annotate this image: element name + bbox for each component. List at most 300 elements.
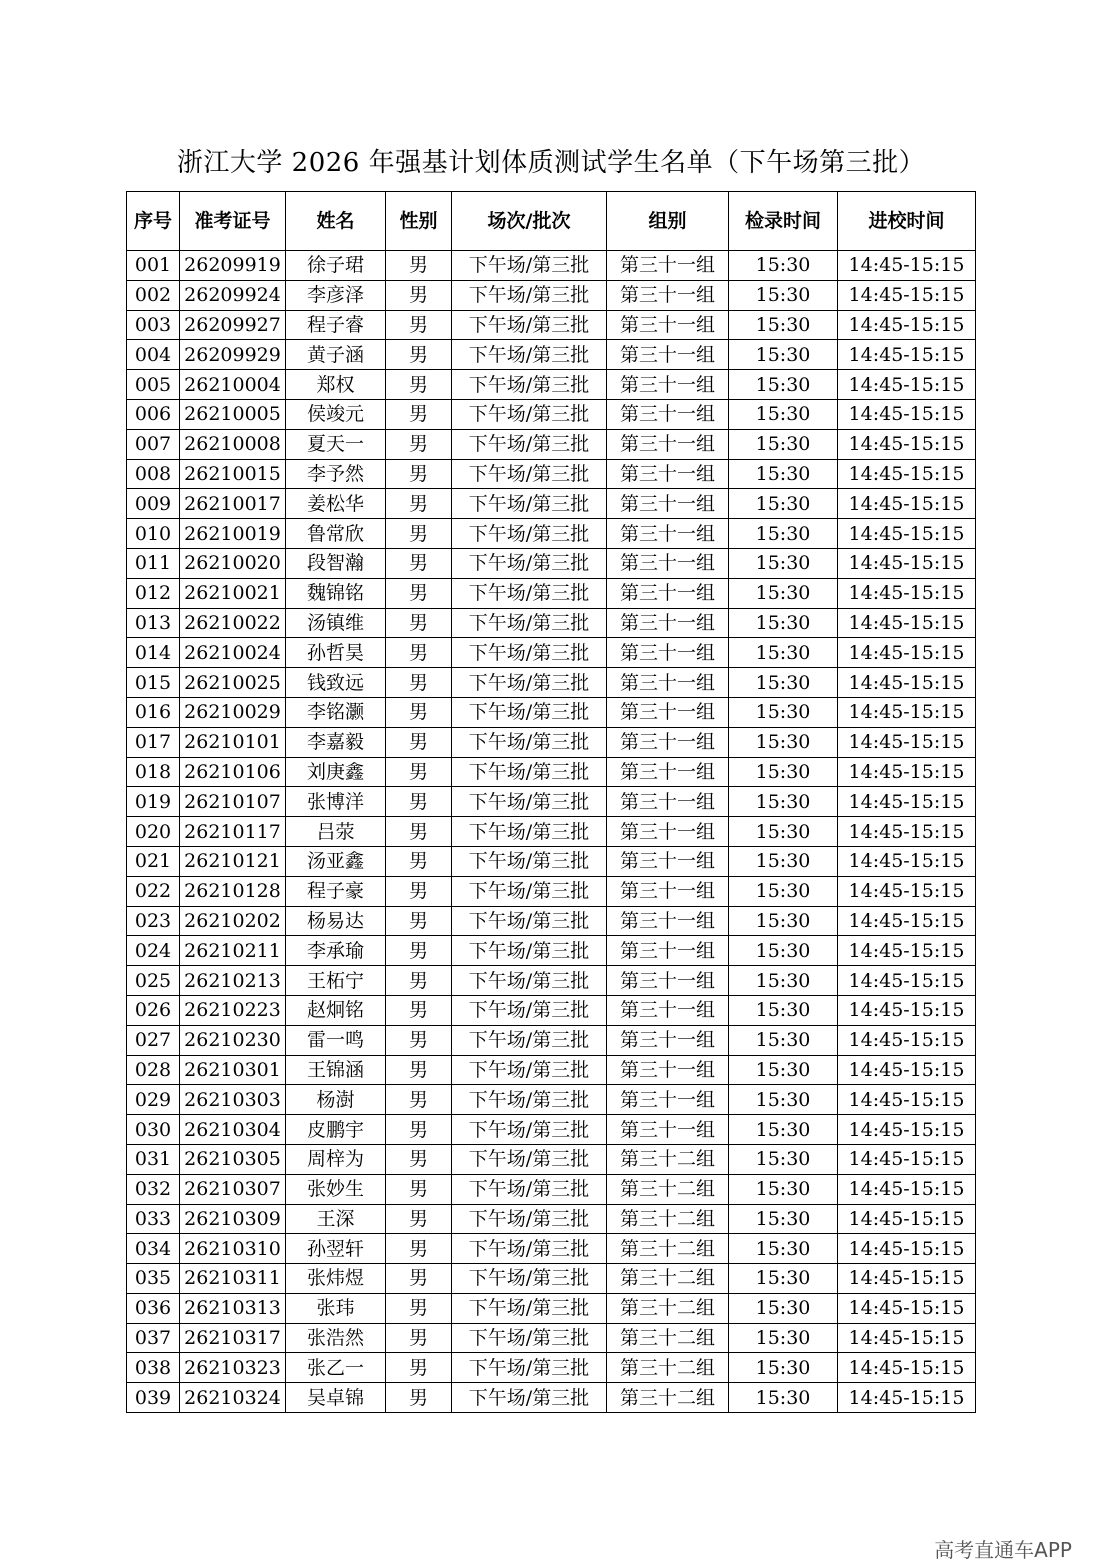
cell-gender: 男 bbox=[386, 399, 452, 429]
cell-session-batch: 下午场/第三批 bbox=[452, 936, 607, 966]
cell-ticket-number: 26209929 bbox=[180, 340, 286, 370]
cell-checkin-time: 15:30 bbox=[729, 578, 838, 608]
cell-name: 李承瑜 bbox=[286, 936, 386, 966]
cell-name: 周梓为 bbox=[286, 1144, 386, 1174]
cell-checkin-time: 15:30 bbox=[729, 1293, 838, 1323]
cell-group: 第三十二组 bbox=[607, 1174, 729, 1204]
cell-gender: 男 bbox=[386, 668, 452, 698]
cell-name: 汤镇维 bbox=[286, 608, 386, 638]
cell-name: 杨易达 bbox=[286, 906, 386, 936]
cell-entry-time: 14:45-15:15 bbox=[838, 936, 976, 966]
table-row bbox=[127, 638, 976, 668]
table-row bbox=[127, 1383, 976, 1413]
cell-group: 第三十一组 bbox=[607, 697, 729, 727]
cell-group: 第三十一组 bbox=[607, 1055, 729, 1085]
header-index: 序号 bbox=[127, 192, 180, 251]
cell-ticket-number: 26210230 bbox=[180, 1025, 286, 1055]
cell-name: 鲁常欣 bbox=[286, 519, 386, 549]
cell-entry-time: 14:45-15:15 bbox=[838, 966, 976, 996]
cell-entry-time: 14:45-15:15 bbox=[838, 727, 976, 757]
table-row bbox=[127, 906, 976, 936]
cell-index: 030 bbox=[127, 1115, 180, 1145]
cell-session-batch: 下午场/第三批 bbox=[452, 1323, 607, 1353]
cell-name: 徐子珺 bbox=[286, 251, 386, 281]
cell-gender: 男 bbox=[386, 340, 452, 370]
cell-index: 008 bbox=[127, 459, 180, 489]
table-row bbox=[127, 697, 976, 727]
cell-checkin-time: 15:30 bbox=[729, 638, 838, 668]
cell-index: 006 bbox=[127, 399, 180, 429]
cell-index: 032 bbox=[127, 1174, 180, 1204]
cell-group: 第三十二组 bbox=[607, 1383, 729, 1413]
cell-checkin-time: 15:30 bbox=[729, 1174, 838, 1204]
cell-group: 第三十一组 bbox=[607, 995, 729, 1025]
cell-gender: 男 bbox=[386, 519, 452, 549]
cell-entry-time: 14:45-15:15 bbox=[838, 340, 976, 370]
cell-entry-time: 14:45-15:15 bbox=[838, 817, 976, 847]
table-row bbox=[127, 399, 976, 429]
cell-gender: 男 bbox=[386, 489, 452, 519]
cell-session-batch: 下午场/第三批 bbox=[452, 638, 607, 668]
cell-name: 刘庚鑫 bbox=[286, 757, 386, 787]
cell-group: 第三十一组 bbox=[607, 519, 729, 549]
cell-entry-time: 14:45-15:15 bbox=[838, 429, 976, 459]
cell-index: 024 bbox=[127, 936, 180, 966]
cell-checkin-time: 15:30 bbox=[729, 1264, 838, 1294]
cell-entry-time: 14:45-15:15 bbox=[838, 608, 976, 638]
cell-name: 张浩然 bbox=[286, 1323, 386, 1353]
cell-name: 李嘉毅 bbox=[286, 727, 386, 757]
cell-session-batch: 下午场/第三批 bbox=[452, 519, 607, 549]
cell-name: 张博洋 bbox=[286, 787, 386, 817]
cell-name: 吕荥 bbox=[286, 817, 386, 847]
cell-checkin-time: 15:30 bbox=[729, 251, 838, 281]
cell-ticket-number: 26210311 bbox=[180, 1264, 286, 1294]
cell-gender: 男 bbox=[386, 1323, 452, 1353]
cell-group: 第三十二组 bbox=[607, 1144, 729, 1174]
cell-group: 第三十一组 bbox=[607, 399, 729, 429]
table-row bbox=[127, 1174, 976, 1204]
table-row bbox=[127, 578, 976, 608]
cell-entry-time: 14:45-15:15 bbox=[838, 280, 976, 310]
table-row bbox=[127, 251, 976, 281]
cell-session-batch: 下午场/第三批 bbox=[452, 1383, 607, 1413]
cell-session-batch: 下午场/第三批 bbox=[452, 1234, 607, 1264]
table-row bbox=[127, 1234, 976, 1264]
cell-checkin-time: 15:30 bbox=[729, 846, 838, 876]
table-row bbox=[127, 995, 976, 1025]
watermark: 高考直通车APP bbox=[934, 1538, 1072, 1562]
cell-index: 005 bbox=[127, 370, 180, 400]
cell-group: 第三十一组 bbox=[607, 876, 729, 906]
cell-index: 029 bbox=[127, 1085, 180, 1115]
cell-checkin-time: 15:30 bbox=[729, 906, 838, 936]
cell-name: 杨澍 bbox=[286, 1085, 386, 1115]
cell-entry-time: 14:45-15:15 bbox=[838, 1055, 976, 1085]
cell-index: 037 bbox=[127, 1323, 180, 1353]
cell-ticket-number: 26210025 bbox=[180, 668, 286, 698]
cell-session-batch: 下午场/第三批 bbox=[452, 1353, 607, 1383]
cell-name: 程子睿 bbox=[286, 310, 386, 340]
table-row bbox=[127, 757, 976, 787]
cell-name: 侯竣元 bbox=[286, 399, 386, 429]
cell-name: 赵炯铭 bbox=[286, 995, 386, 1025]
cell-ticket-number: 26210017 bbox=[180, 489, 286, 519]
cell-gender: 男 bbox=[386, 280, 452, 310]
cell-group: 第三十二组 bbox=[607, 1264, 729, 1294]
cell-group: 第三十二组 bbox=[607, 1323, 729, 1353]
table-header-row bbox=[127, 192, 976, 251]
cell-ticket-number: 26210015 bbox=[180, 459, 286, 489]
cell-entry-time: 14:45-15:15 bbox=[838, 251, 976, 281]
cell-gender: 男 bbox=[386, 638, 452, 668]
cell-gender: 男 bbox=[386, 1383, 452, 1413]
cell-gender: 男 bbox=[386, 727, 452, 757]
cell-name: 钱致远 bbox=[286, 668, 386, 698]
cell-name: 王柘宁 bbox=[286, 966, 386, 996]
cell-index: 002 bbox=[127, 280, 180, 310]
cell-ticket-number: 26210128 bbox=[180, 876, 286, 906]
header-name: 姓名 bbox=[286, 192, 386, 251]
cell-session-batch: 下午场/第三批 bbox=[452, 906, 607, 936]
cell-name: 姜松华 bbox=[286, 489, 386, 519]
cell-name: 李彦泽 bbox=[286, 280, 386, 310]
table-row bbox=[127, 668, 976, 698]
cell-group: 第三十一组 bbox=[607, 966, 729, 996]
cell-index: 001 bbox=[127, 251, 180, 281]
header-session-batch: 场次/批次 bbox=[452, 192, 607, 251]
cell-entry-time: 14:45-15:15 bbox=[838, 906, 976, 936]
cell-name: 郑权 bbox=[286, 370, 386, 400]
cell-name: 王锦涵 bbox=[286, 1055, 386, 1085]
cell-ticket-number: 26210121 bbox=[180, 846, 286, 876]
cell-ticket-number: 26210211 bbox=[180, 936, 286, 966]
cell-ticket-number: 26209924 bbox=[180, 280, 286, 310]
cell-name: 夏天一 bbox=[286, 429, 386, 459]
cell-checkin-time: 15:30 bbox=[729, 817, 838, 847]
cell-ticket-number: 26210307 bbox=[180, 1174, 286, 1204]
cell-index: 015 bbox=[127, 668, 180, 698]
page-title: 浙江大学 2026 年强基计划体质测试学生名单（下午场第三批） bbox=[176, 148, 926, 178]
cell-group: 第三十一组 bbox=[607, 817, 729, 847]
cell-index: 031 bbox=[127, 1144, 180, 1174]
cell-checkin-time: 15:30 bbox=[729, 757, 838, 787]
cell-entry-time: 14:45-15:15 bbox=[838, 1383, 976, 1413]
cell-checkin-time: 15:30 bbox=[729, 966, 838, 996]
cell-entry-time: 14:45-15:15 bbox=[838, 548, 976, 578]
table-row bbox=[127, 489, 976, 519]
cell-name: 王深 bbox=[286, 1204, 386, 1234]
cell-entry-time: 14:45-15:15 bbox=[838, 370, 976, 400]
cell-group: 第三十一组 bbox=[607, 638, 729, 668]
cell-index: 007 bbox=[127, 429, 180, 459]
cell-group: 第三十一组 bbox=[607, 1115, 729, 1145]
cell-name: 黄子涵 bbox=[286, 340, 386, 370]
cell-gender: 男 bbox=[386, 1174, 452, 1204]
cell-group: 第三十二组 bbox=[607, 1293, 729, 1323]
cell-checkin-time: 15:30 bbox=[729, 787, 838, 817]
cell-entry-time: 14:45-15:15 bbox=[838, 1115, 976, 1145]
cell-index: 035 bbox=[127, 1264, 180, 1294]
cell-entry-time: 14:45-15:15 bbox=[838, 578, 976, 608]
cell-checkin-time: 15:30 bbox=[729, 697, 838, 727]
cell-entry-time: 14:45-15:15 bbox=[838, 697, 976, 727]
cell-gender: 男 bbox=[386, 757, 452, 787]
cell-group: 第三十一组 bbox=[607, 757, 729, 787]
cell-name: 吴卓锦 bbox=[286, 1383, 386, 1413]
cell-ticket-number: 26210101 bbox=[180, 727, 286, 757]
cell-group: 第三十一组 bbox=[607, 429, 729, 459]
cell-session-batch: 下午场/第三批 bbox=[452, 1204, 607, 1234]
cell-entry-time: 14:45-15:15 bbox=[838, 310, 976, 340]
cell-gender: 男 bbox=[386, 876, 452, 906]
cell-index: 020 bbox=[127, 817, 180, 847]
cell-index: 009 bbox=[127, 489, 180, 519]
cell-ticket-number: 26210020 bbox=[180, 548, 286, 578]
cell-group: 第三十一组 bbox=[607, 370, 729, 400]
table-body bbox=[127, 251, 976, 1413]
cell-gender: 男 bbox=[386, 1144, 452, 1174]
cell-ticket-number: 26210024 bbox=[180, 638, 286, 668]
cell-checkin-time: 15:30 bbox=[729, 548, 838, 578]
cell-group: 第三十一组 bbox=[607, 280, 729, 310]
cell-entry-time: 14:45-15:15 bbox=[838, 1293, 976, 1323]
cell-ticket-number: 26210317 bbox=[180, 1323, 286, 1353]
cell-ticket-number: 26210021 bbox=[180, 578, 286, 608]
cell-session-batch: 下午场/第三批 bbox=[452, 370, 607, 400]
cell-group: 第三十一组 bbox=[607, 251, 729, 281]
cell-ticket-number: 26210223 bbox=[180, 995, 286, 1025]
student-roster-table bbox=[126, 191, 976, 1413]
table-row bbox=[127, 1115, 976, 1145]
cell-ticket-number: 26209927 bbox=[180, 310, 286, 340]
cell-gender: 男 bbox=[386, 906, 452, 936]
cell-session-batch: 下午场/第三批 bbox=[452, 966, 607, 996]
cell-entry-time: 14:45-15:15 bbox=[838, 1025, 976, 1055]
cell-index: 019 bbox=[127, 787, 180, 817]
cell-index: 004 bbox=[127, 340, 180, 370]
cell-entry-time: 14:45-15:15 bbox=[838, 638, 976, 668]
cell-session-batch: 下午场/第三批 bbox=[452, 251, 607, 281]
cell-ticket-number: 26210202 bbox=[180, 906, 286, 936]
cell-name: 张玮 bbox=[286, 1293, 386, 1323]
table-row bbox=[127, 1144, 976, 1174]
cell-gender: 男 bbox=[386, 846, 452, 876]
cell-checkin-time: 15:30 bbox=[729, 370, 838, 400]
cell-group: 第三十一组 bbox=[607, 727, 729, 757]
cell-entry-time: 14:45-15:15 bbox=[838, 757, 976, 787]
cell-checkin-time: 15:30 bbox=[729, 399, 838, 429]
cell-gender: 男 bbox=[386, 1264, 452, 1294]
cell-gender: 男 bbox=[386, 251, 452, 281]
cell-index: 018 bbox=[127, 757, 180, 787]
cell-entry-time: 14:45-15:15 bbox=[838, 668, 976, 698]
cell-session-batch: 下午场/第三批 bbox=[452, 727, 607, 757]
cell-gender: 男 bbox=[386, 310, 452, 340]
cell-gender: 男 bbox=[386, 1115, 452, 1145]
table-row bbox=[127, 1264, 976, 1294]
cell-name: 张炜煜 bbox=[286, 1264, 386, 1294]
cell-group: 第三十一组 bbox=[607, 1025, 729, 1055]
cell-index: 034 bbox=[127, 1234, 180, 1264]
cell-name: 孙哲昊 bbox=[286, 638, 386, 668]
cell-gender: 男 bbox=[386, 1293, 452, 1323]
cell-checkin-time: 15:30 bbox=[729, 459, 838, 489]
cell-ticket-number: 26210313 bbox=[180, 1293, 286, 1323]
cell-ticket-number: 26210323 bbox=[180, 1353, 286, 1383]
cell-gender: 男 bbox=[386, 370, 452, 400]
table-row bbox=[127, 1025, 976, 1055]
cell-session-batch: 下午场/第三批 bbox=[452, 787, 607, 817]
cell-name: 孙翌轩 bbox=[286, 1234, 386, 1264]
table-row bbox=[127, 370, 976, 400]
cell-group: 第三十一组 bbox=[607, 668, 729, 698]
cell-group: 第三十一组 bbox=[607, 936, 729, 966]
cell-index: 010 bbox=[127, 519, 180, 549]
cell-entry-time: 14:45-15:15 bbox=[838, 876, 976, 906]
cell-ticket-number: 26210117 bbox=[180, 817, 286, 847]
cell-entry-time: 14:45-15:15 bbox=[838, 1234, 976, 1264]
table-row bbox=[127, 787, 976, 817]
cell-entry-time: 14:45-15:15 bbox=[838, 787, 976, 817]
cell-ticket-number: 26210106 bbox=[180, 757, 286, 787]
cell-group: 第三十一组 bbox=[607, 310, 729, 340]
cell-checkin-time: 15:30 bbox=[729, 1353, 838, 1383]
cell-checkin-time: 15:30 bbox=[729, 340, 838, 370]
table-row bbox=[127, 1204, 976, 1234]
cell-session-batch: 下午场/第三批 bbox=[452, 340, 607, 370]
cell-index: 003 bbox=[127, 310, 180, 340]
cell-session-batch: 下午场/第三批 bbox=[452, 280, 607, 310]
table-row bbox=[127, 459, 976, 489]
cell-index: 017 bbox=[127, 727, 180, 757]
cell-index: 013 bbox=[127, 608, 180, 638]
cell-entry-time: 14:45-15:15 bbox=[838, 1174, 976, 1204]
cell-ticket-number: 26210324 bbox=[180, 1383, 286, 1413]
cell-checkin-time: 15:30 bbox=[729, 727, 838, 757]
cell-checkin-time: 15:30 bbox=[729, 429, 838, 459]
cell-gender: 男 bbox=[386, 817, 452, 847]
cell-session-batch: 下午场/第三批 bbox=[452, 429, 607, 459]
cell-gender: 男 bbox=[386, 1234, 452, 1264]
cell-name: 汤亚鑫 bbox=[286, 846, 386, 876]
cell-gender: 男 bbox=[386, 608, 452, 638]
cell-group: 第三十二组 bbox=[607, 1353, 729, 1383]
cell-session-batch: 下午场/第三批 bbox=[452, 489, 607, 519]
cell-index: 011 bbox=[127, 548, 180, 578]
cell-session-batch: 下午场/第三批 bbox=[452, 995, 607, 1025]
cell-gender: 男 bbox=[386, 787, 452, 817]
cell-group: 第三十二组 bbox=[607, 1234, 729, 1264]
cell-gender: 男 bbox=[386, 1055, 452, 1085]
cell-ticket-number: 26210029 bbox=[180, 697, 286, 727]
cell-index: 025 bbox=[127, 966, 180, 996]
cell-checkin-time: 15:30 bbox=[729, 1055, 838, 1085]
cell-group: 第三十一组 bbox=[607, 906, 729, 936]
table-row bbox=[127, 1323, 976, 1353]
cell-checkin-time: 15:30 bbox=[729, 876, 838, 906]
table-row bbox=[127, 1293, 976, 1323]
cell-ticket-number: 26210304 bbox=[180, 1115, 286, 1145]
cell-name: 李予然 bbox=[286, 459, 386, 489]
cell-session-batch: 下午场/第三批 bbox=[452, 1264, 607, 1294]
cell-group: 第三十一组 bbox=[607, 787, 729, 817]
header-ticket-number: 准考证号 bbox=[180, 192, 286, 251]
cell-checkin-time: 15:30 bbox=[729, 1115, 838, 1145]
cell-group: 第三十一组 bbox=[607, 340, 729, 370]
cell-entry-time: 14:45-15:15 bbox=[838, 519, 976, 549]
cell-entry-time: 14:45-15:15 bbox=[838, 846, 976, 876]
table-row bbox=[127, 429, 976, 459]
cell-session-batch: 下午场/第三批 bbox=[452, 817, 607, 847]
cell-entry-time: 14:45-15:15 bbox=[838, 995, 976, 1025]
cell-ticket-number: 26210305 bbox=[180, 1144, 286, 1174]
cell-name: 张妙生 bbox=[286, 1174, 386, 1204]
cell-index: 021 bbox=[127, 846, 180, 876]
cell-checkin-time: 15:30 bbox=[729, 608, 838, 638]
table-row bbox=[127, 936, 976, 966]
cell-index: 038 bbox=[127, 1353, 180, 1383]
cell-index: 023 bbox=[127, 906, 180, 936]
cell-index: 027 bbox=[127, 1025, 180, 1055]
cell-checkin-time: 15:30 bbox=[729, 1025, 838, 1055]
table-row bbox=[127, 846, 976, 876]
table-row bbox=[127, 1353, 976, 1383]
table-row bbox=[127, 608, 976, 638]
cell-session-batch: 下午场/第三批 bbox=[452, 578, 607, 608]
cell-group: 第三十一组 bbox=[607, 489, 729, 519]
cell-index: 016 bbox=[127, 697, 180, 727]
cell-name: 魏锦铭 bbox=[286, 578, 386, 608]
cell-ticket-number: 26210008 bbox=[180, 429, 286, 459]
cell-index: 014 bbox=[127, 638, 180, 668]
cell-checkin-time: 15:30 bbox=[729, 1144, 838, 1174]
cell-gender: 男 bbox=[386, 966, 452, 996]
cell-entry-time: 14:45-15:15 bbox=[838, 1264, 976, 1294]
cell-index: 033 bbox=[127, 1204, 180, 1234]
table-row bbox=[127, 1085, 976, 1115]
cell-gender: 男 bbox=[386, 578, 452, 608]
cell-session-batch: 下午场/第三批 bbox=[452, 1085, 607, 1115]
table-row bbox=[127, 310, 976, 340]
cell-gender: 男 bbox=[386, 1025, 452, 1055]
table-row bbox=[127, 727, 976, 757]
cell-entry-time: 14:45-15:15 bbox=[838, 1204, 976, 1234]
cell-checkin-time: 15:30 bbox=[729, 1085, 838, 1115]
cell-index: 036 bbox=[127, 1293, 180, 1323]
cell-gender: 男 bbox=[386, 1353, 452, 1383]
cell-checkin-time: 15:30 bbox=[729, 995, 838, 1025]
cell-index: 026 bbox=[127, 995, 180, 1025]
cell-checkin-time: 15:30 bbox=[729, 1323, 838, 1353]
cell-name: 皮鹏宇 bbox=[286, 1115, 386, 1145]
cell-name: 段智瀚 bbox=[286, 548, 386, 578]
cell-index: 028 bbox=[127, 1055, 180, 1085]
cell-name: 雷一鸣 bbox=[286, 1025, 386, 1055]
cell-session-batch: 下午场/第三批 bbox=[452, 608, 607, 638]
cell-gender: 男 bbox=[386, 995, 452, 1025]
cell-entry-time: 14:45-15:15 bbox=[838, 1085, 976, 1115]
cell-gender: 男 bbox=[386, 936, 452, 966]
cell-session-batch: 下午场/第三批 bbox=[452, 876, 607, 906]
cell-ticket-number: 26210309 bbox=[180, 1204, 286, 1234]
table-row bbox=[127, 817, 976, 847]
cell-index: 012 bbox=[127, 578, 180, 608]
table-row bbox=[127, 966, 976, 996]
table-row bbox=[127, 280, 976, 310]
cell-index: 039 bbox=[127, 1383, 180, 1413]
cell-checkin-time: 15:30 bbox=[729, 1204, 838, 1234]
